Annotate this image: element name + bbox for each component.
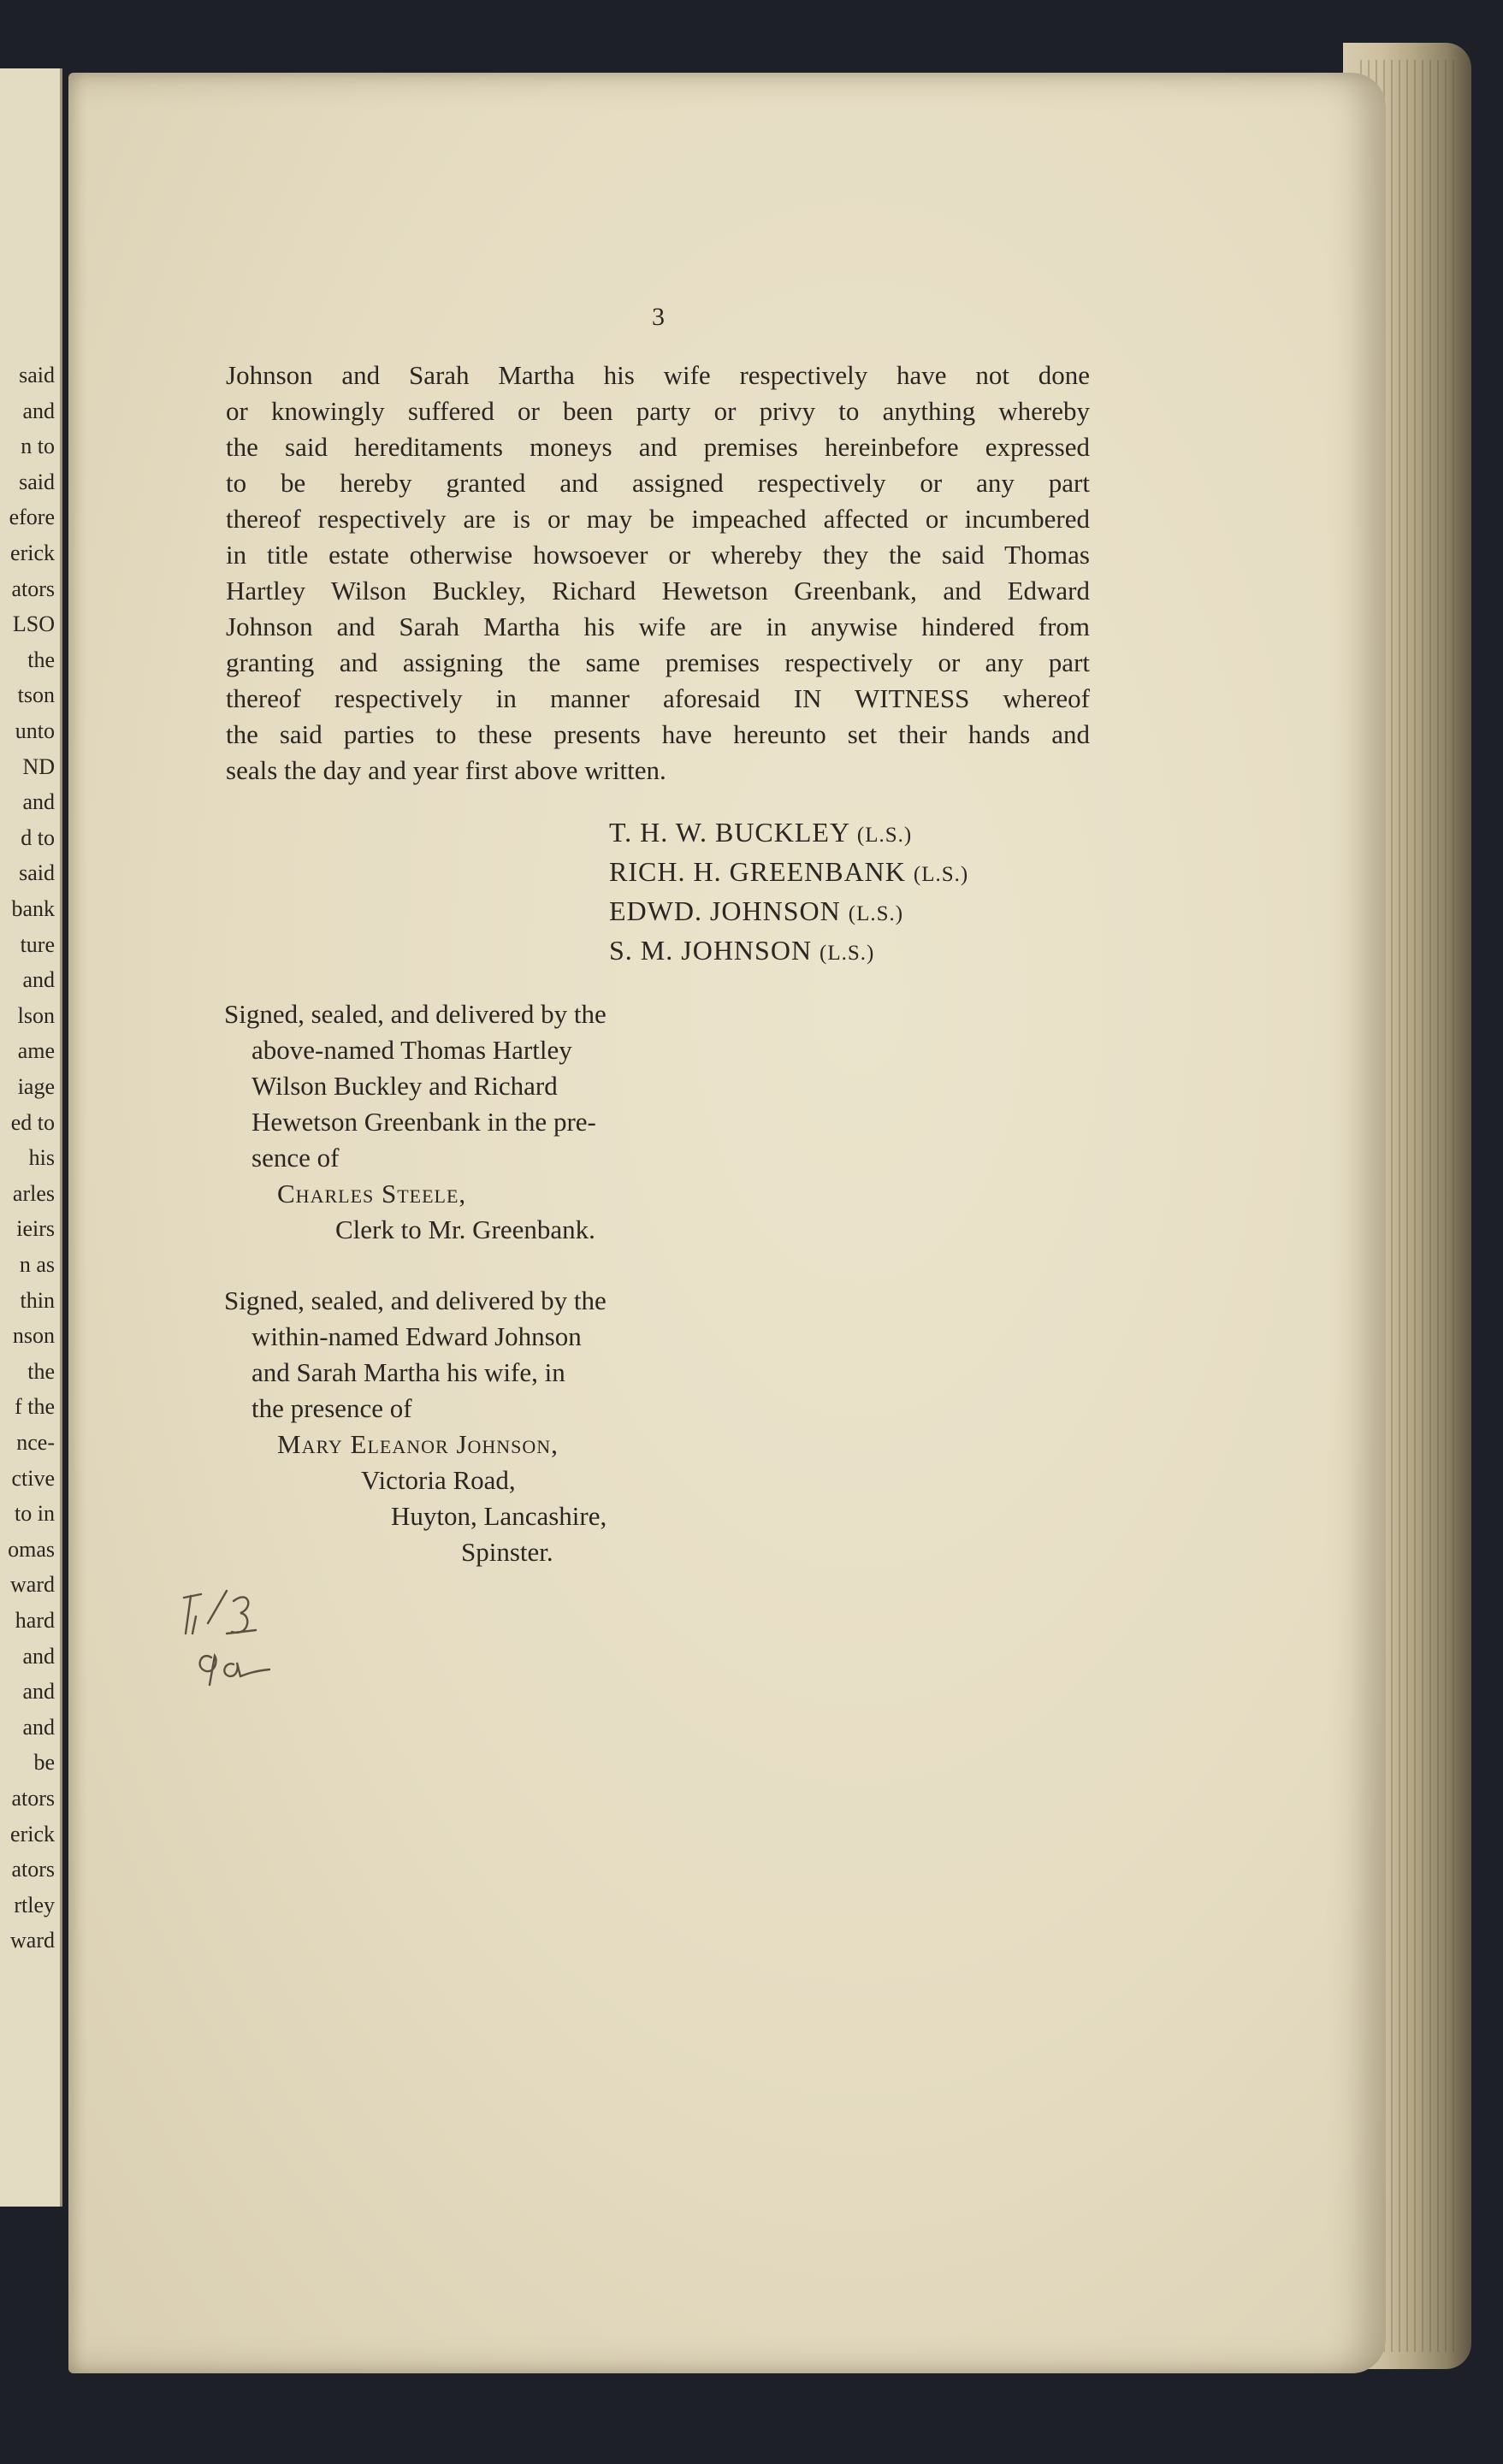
previous-page-text-fragment: the — [27, 647, 55, 672]
body-line: Johnson and Sarah Martha his wife respectively have not done — [226, 360, 1090, 390]
witness-detail: Clerk to Mr. Greenbank. — [335, 1214, 595, 1244]
previous-page-text-fragment: and — [22, 1679, 55, 1705]
previous-page-text-fragment: lson — [17, 1002, 55, 1028]
previous-page-text-fragment: and — [22, 1714, 55, 1740]
attestation-clause-johnson — [224, 1283, 607, 1570]
previous-page-text-fragment: nce- — [16, 1430, 55, 1455]
body-line: the said parties to these presents have hereunto set their hands and — [226, 719, 1090, 749]
previous-page-text-fragment: arles — [12, 1180, 55, 1206]
previous-page-text-fragment: said — [19, 363, 55, 387]
body-line: seals the day and year first above written. — [226, 755, 666, 785]
previous-page-text-fragment: ators — [11, 576, 55, 601]
previous-page-text-fragment: and — [22, 967, 55, 993]
attestation-clause-buckley-greenbank — [224, 996, 607, 1248]
previous-page-text-fragment: efore — [9, 505, 55, 530]
witness-detail: Huyton, Lancashire, — [391, 1501, 607, 1531]
previous-page-text-fragment: and — [22, 1643, 55, 1669]
body-line: thereof respectively in manner aforesaid IN WITNESS whereof — [226, 683, 1090, 713]
witness-name: Mary Eleanor Johnson, — [277, 1429, 559, 1459]
previous-page-text-fragment: thin — [20, 1287, 55, 1313]
previous-page-text-fragment: hard — [15, 1608, 55, 1633]
previous-page-text-fragment: d to — [21, 824, 55, 850]
previous-page-text-fragment: tson — [17, 682, 55, 708]
previous-page-text-fragment: erick — [10, 1821, 55, 1847]
body-line: thereof respectively are is or may be impeached affected or incumbered — [226, 504, 1090, 534]
attestation-line: within-named Edward Johnson — [251, 1321, 582, 1351]
seal-mark: (L.S.) — [848, 902, 904, 925]
previous-page-text-fragment: LSO — [12, 612, 55, 637]
previous-page-text-fragment: be — [33, 1750, 55, 1776]
previous-page-text-fragment: his — [28, 1145, 55, 1171]
witness-detail: Victoria Road, — [361, 1465, 516, 1495]
signatory-name: S. M. JOHNSON — [609, 935, 813, 966]
seal-mark: (L.S.) — [820, 942, 875, 965]
previous-page-text-fragment: and — [22, 398, 55, 423]
seal-mark: (L.S.) — [856, 824, 913, 847]
previous-page-text-fragment: ward — [10, 1928, 55, 1953]
previous-page-text-fragment: ward — [10, 1572, 55, 1598]
attestation-line: Signed, sealed, and delivered by the — [224, 1285, 607, 1315]
previous-page-text-fragment: ators — [11, 1857, 55, 1882]
previous-page-text-fragment: f the — [15, 1394, 55, 1420]
previous-page-text-fragment: said — [19, 860, 55, 886]
previous-page-text-fragment: iage — [17, 1074, 55, 1099]
attestation-line: sence of — [251, 1143, 340, 1173]
signature-line — [609, 893, 968, 932]
previous-page-text-fragment: omas — [8, 1536, 55, 1562]
body-line: Hartley Wilson Buckley, Richard Hewetson Greenbank, and Edward — [226, 576, 1090, 606]
seal-mark: (L.S.) — [913, 863, 969, 886]
previous-page-text-fragment: ctive — [11, 1465, 55, 1491]
page-number: 3 — [652, 303, 665, 331]
previous-page-text-fragment: ieirs — [16, 1216, 55, 1242]
body-line: Johnson and Sarah Martha his wife are in anywise hindered from — [226, 612, 1090, 641]
body-line: or knowingly suffered or been party or privy to anything whereby — [226, 396, 1090, 426]
previous-page-text-fragment: the — [27, 1358, 55, 1384]
previous-page-text-fragment: ND — [22, 753, 55, 779]
previous-page-text-fragment: n to — [21, 434, 55, 459]
handwritten-note — [167, 1582, 295, 1693]
signatory-name: RICH. H. GREENBANK — [609, 856, 906, 887]
previous-page-text-fragment: ame — [17, 1038, 55, 1064]
previous-page-edge — [0, 68, 62, 2207]
attestation-line: Signed, sealed, and delivered by the — [224, 999, 607, 1029]
signature-line — [609, 814, 968, 854]
witness-name: Charles Steele, — [277, 1179, 467, 1208]
previous-page-text-fragment: said — [19, 469, 55, 494]
previous-page-text-fragment: ators — [11, 1786, 55, 1811]
previous-page-text-fragment: ed to — [10, 1109, 55, 1135]
previous-page-text-fragment: bank — [11, 896, 55, 921]
previous-page-text-fragment: and — [22, 789, 55, 815]
previous-page-text-fragment: ture — [20, 931, 55, 957]
previous-page-text-fragment: rtley — [14, 1892, 55, 1917]
signature-line — [609, 854, 968, 893]
signatory-name: T. H. W. BUCKLEY — [609, 817, 849, 848]
body-line: the said hereditaments moneys and premises hereinbefore expressed — [226, 432, 1090, 462]
signature-block — [609, 814, 968, 972]
previous-page-text-fragment: unto — [15, 718, 55, 743]
attestation-line: above-named Thomas Hartley — [251, 1035, 572, 1065]
attestation-line: Wilson Buckley and Richard — [251, 1071, 558, 1101]
previous-page-text-fragment: nson — [12, 1323, 55, 1349]
signatory-name: EDWD. JOHNSON — [609, 895, 841, 926]
previous-page-text-fragment: n as — [19, 1252, 55, 1277]
attestation-line: the presence of — [251, 1393, 412, 1423]
witness-detail: Spinster. — [461, 1537, 553, 1567]
attestation-line: Hewetson Greenbank in the pre- — [251, 1107, 596, 1137]
signature-line — [609, 932, 968, 972]
body-line: granting and assigning the same premises respectively or any part — [226, 647, 1090, 677]
previous-page-text-fragment: erick — [10, 541, 55, 565]
body-line: to be hereby granted and assigned respectively or any part — [226, 468, 1090, 498]
body-line: in title estate otherwise howsoever or whereby they the said Thomas — [226, 540, 1090, 570]
deed-body-text — [226, 357, 1090, 789]
previous-page-text-fragment: to in — [15, 1501, 55, 1527]
attestation-line: and Sarah Martha his wife, in — [251, 1357, 565, 1387]
